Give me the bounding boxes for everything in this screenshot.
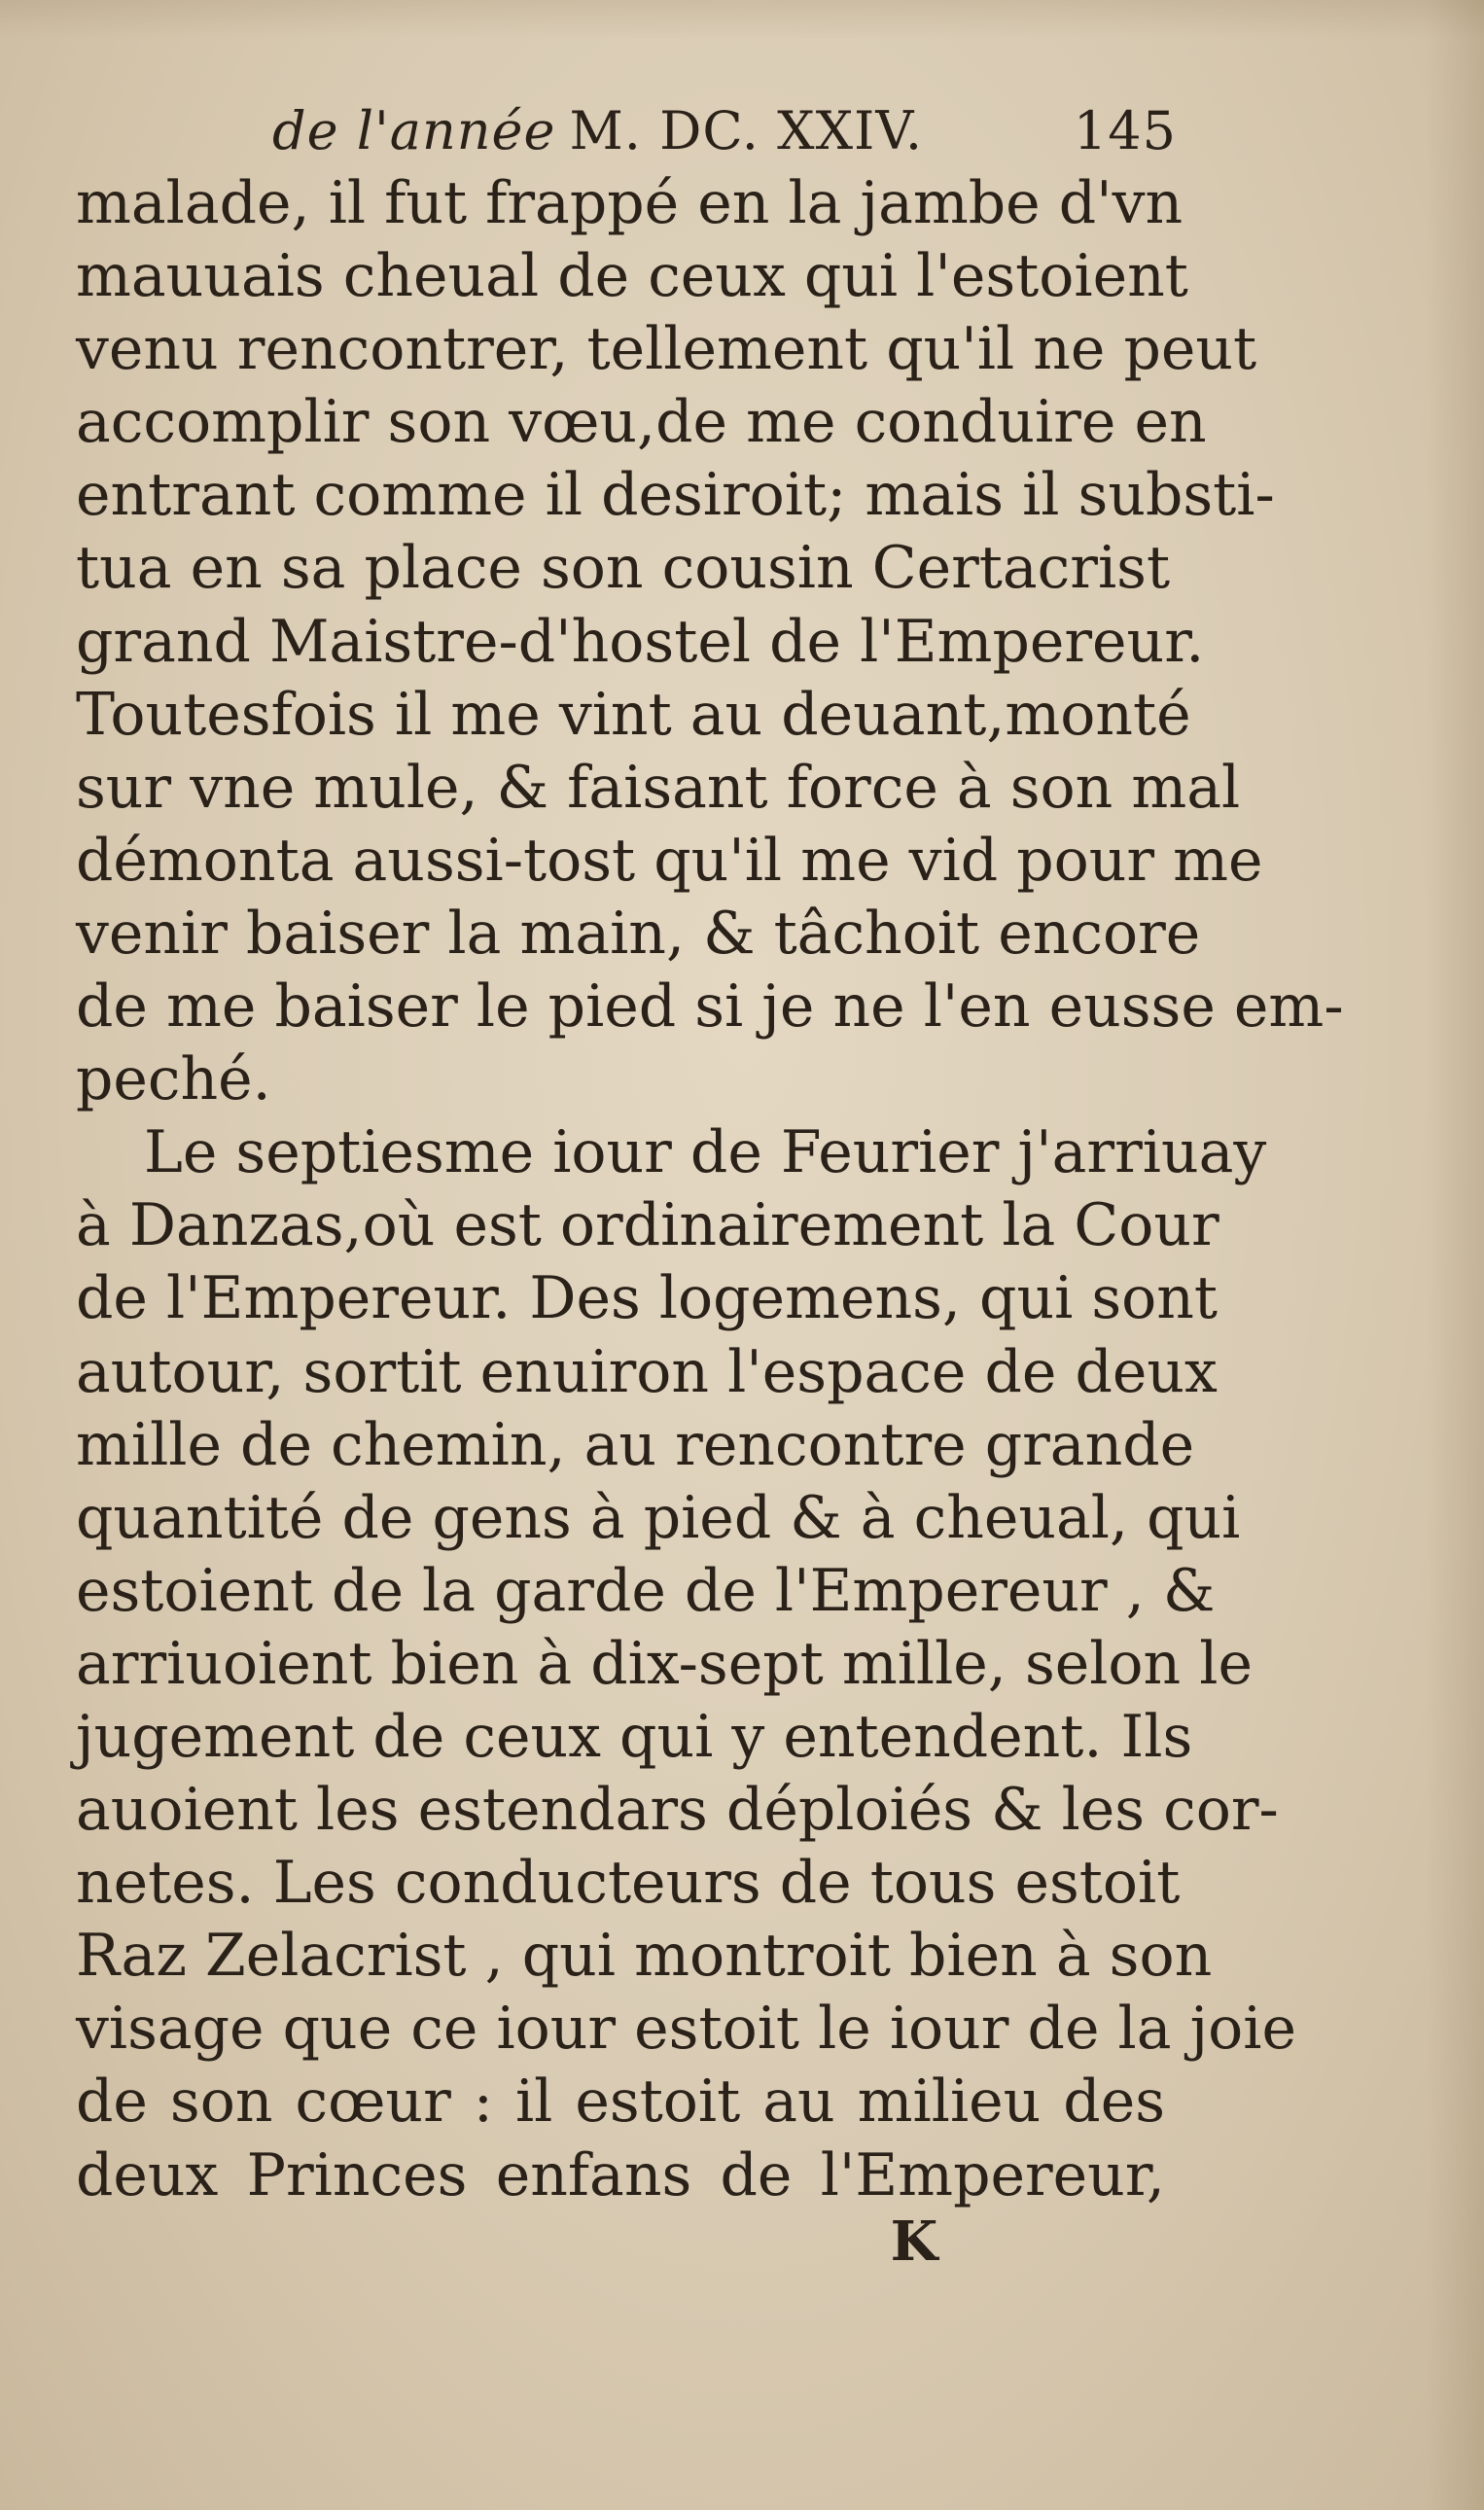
page-top-shading <box>0 0 1484 39</box>
text-line: Le septiesme iour de Feurier j'arriuay <box>144 1118 1267 1187</box>
text-line: malade, il fut frappé en la jambe d'vn <box>76 169 1184 237</box>
page-edge-shading <box>1426 0 1484 2510</box>
text-line: de me baiser le pied si je ne l'en eusse em- <box>76 972 1344 1042</box>
text-line: visage que ce iour estoit le iour de la joie <box>76 1995 1296 2064</box>
running-head-year: M. DC. XXIV. <box>569 100 924 161</box>
text-line: arriuoient bien à dix-sept mille, selon le <box>76 1629 1253 1698</box>
body-text <box>76 167 1344 2212</box>
text-line: estoient de la garde de l'Empereur , & <box>76 1556 1216 1625</box>
text-line: netes. Les conducteurs de tous estoit <box>76 1849 1181 1918</box>
text-line: grand Maistre-d'hostel de l'Empereur. <box>76 607 1205 676</box>
text-line: entrant comme il desiroit; mais il substi- <box>76 461 1275 530</box>
text-line: à Danzas,où est ordinairement la Cour <box>76 1191 1219 1260</box>
text-line: tua en sa place son cousin Certacrist <box>76 534 1171 603</box>
text-line: mille de chemin, au rencontre grande <box>76 1410 1195 1479</box>
text-line: peché. <box>76 1045 271 1114</box>
signature-mark: K <box>890 2210 938 2274</box>
text-line: mauuais cheual de ceux qui l'estoient <box>76 242 1188 311</box>
paragraph <box>76 1116 1296 2211</box>
text-line: sur vne mule, & faisant force à son mal <box>76 753 1241 822</box>
text-line: auoient les estendars déploiés & les cor- <box>76 1776 1279 1845</box>
text-line: venu rencontrer, tellement qu'il ne peut <box>76 315 1257 384</box>
text-line: quantité de gens à pied & à cheual, qui <box>76 1483 1241 1552</box>
text-line: accomplir son vœu,de me conduire en <box>76 388 1207 457</box>
text-line: venir baiser la main, & tâchoit encore <box>76 899 1201 968</box>
text-line: jugement de ceux qui y entendent. Ils <box>76 1702 1193 1771</box>
text-line: de son cœur : il estoit au milieu des <box>76 2068 1165 2137</box>
text-line: autour, sortit enuiron l'espace de deux <box>76 1337 1218 1406</box>
text-line: deux Princes enfans de l'Empereur, <box>76 2140 1165 2210</box>
paragraph <box>76 167 1344 1116</box>
text-line: de l'Empereur. Des logemens, qui sont <box>76 1264 1219 1333</box>
text-line: Toutesfois il me vint au deuant,monté <box>76 680 1191 749</box>
text-line: Raz Zelacrist , qui montroit bien à son <box>76 1922 1213 1991</box>
page-number: 145 <box>1073 100 1177 161</box>
text-line: démonta aussi-tost qu'il me vid pour me <box>76 826 1263 895</box>
running-head <box>272 97 1177 165</box>
running-head-title: de l'année <box>272 100 556 161</box>
